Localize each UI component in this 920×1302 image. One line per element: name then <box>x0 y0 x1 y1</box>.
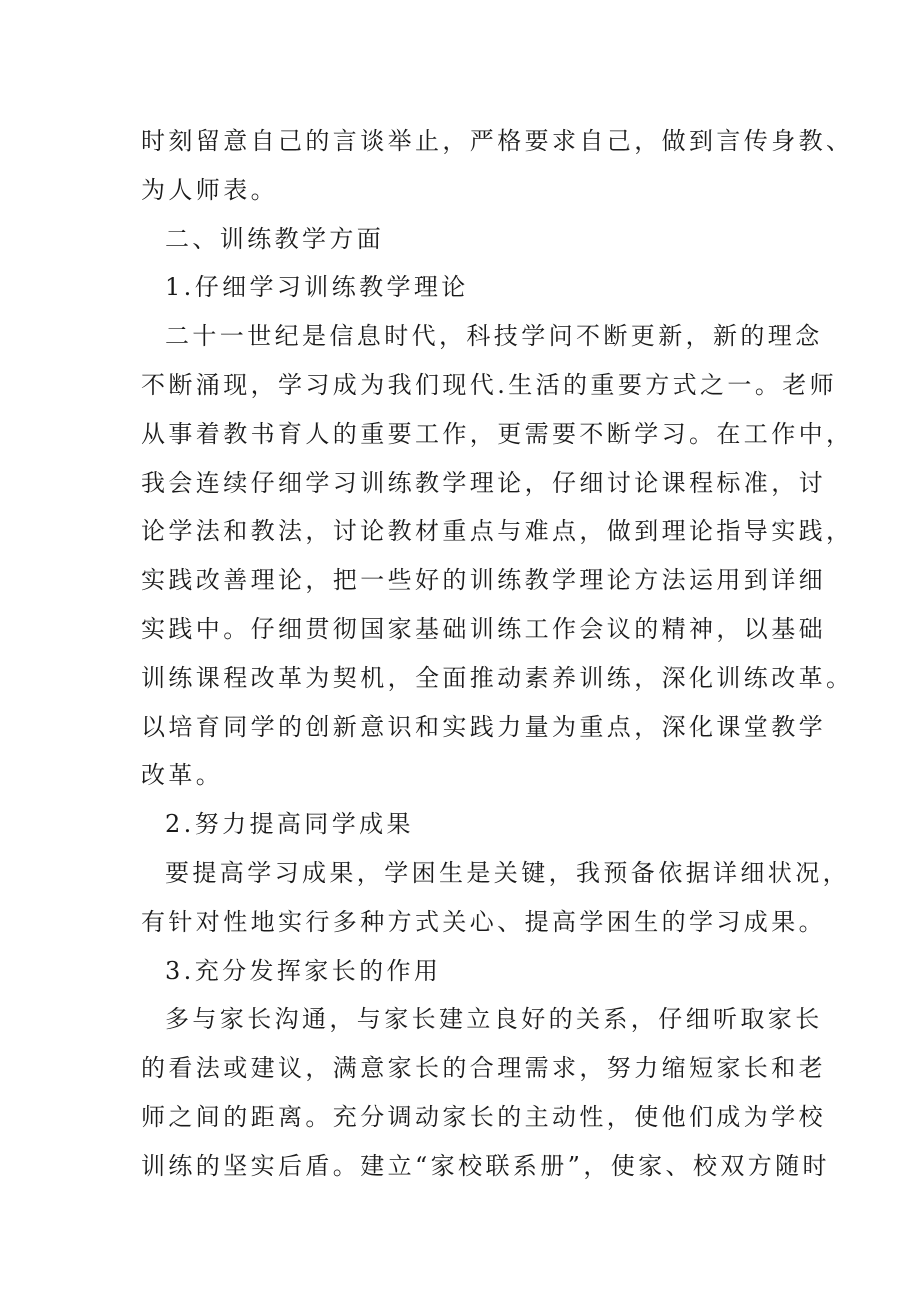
text-line: 以培育同学的创新意识和实践力量为重点，深化课堂教学 <box>141 712 826 741</box>
text-line: 时刻留意自己的言谈举止，严格要求自己，做到言传身教、 <box>141 127 854 155</box>
subsection-heading: 1.仔细学习训练教学理论 <box>165 273 469 302</box>
text-line: 多与家长沟通，与家长建立良好的关系，仔细听取家长 <box>165 1005 823 1034</box>
text-line: 我会连续仔细学习训练教学理论，仔细讨论课程标准，讨 <box>141 468 826 497</box>
text-line: 为人师表。 <box>141 175 278 204</box>
text-line: 训练课程改革为契机，全面推动素养训练，深化训练改革。 <box>141 663 854 692</box>
text-line: 论学法和教法，讨论教材重点与难点，做到理论指导实践， <box>141 517 854 546</box>
text-line: 要提高学习成果，学困生是关键，我预备依据详细状况， <box>165 858 850 887</box>
text-line: 实践改善理论，把一些好的训练教学理论方法运用到详细 <box>141 566 826 595</box>
section-heading: 二、训练教学方面 <box>165 224 385 253</box>
document-body <box>141 117 854 1191</box>
text-line: 不断涌现，学习成为我们现代.生活的重要方式之一。老师 <box>141 370 838 399</box>
text-line: 的看法或建议，满意家长的合理需求，努力缩短家长和老 <box>141 1054 826 1083</box>
text-line: 有针对性地实行多种方式关心、提高学困生的学习成果。 <box>141 907 826 936</box>
text-line: 训练的坚实后盾。建立“家校联系册”，使家、校双方随时 <box>141 1151 830 1180</box>
subsection-heading: 2.努力提高同学成果 <box>165 810 414 839</box>
text-line: 二十一世纪是信息时代，科技学问不断更新，新的理念 <box>165 322 823 351</box>
subsection-heading: 3.充分发挥家长的作用 <box>165 956 442 985</box>
text-line: 从事着教书育人的重要工作，更需要不断学习。在工作中， <box>141 419 854 448</box>
text-line: 改革。 <box>141 761 224 790</box>
text-line: 师之间的距离。充分调动家长的主动性，使他们成为学校 <box>141 1102 826 1131</box>
text-line: 实践中。仔细贯彻国家基础训练工作会议的精神，以基础 <box>141 614 826 643</box>
